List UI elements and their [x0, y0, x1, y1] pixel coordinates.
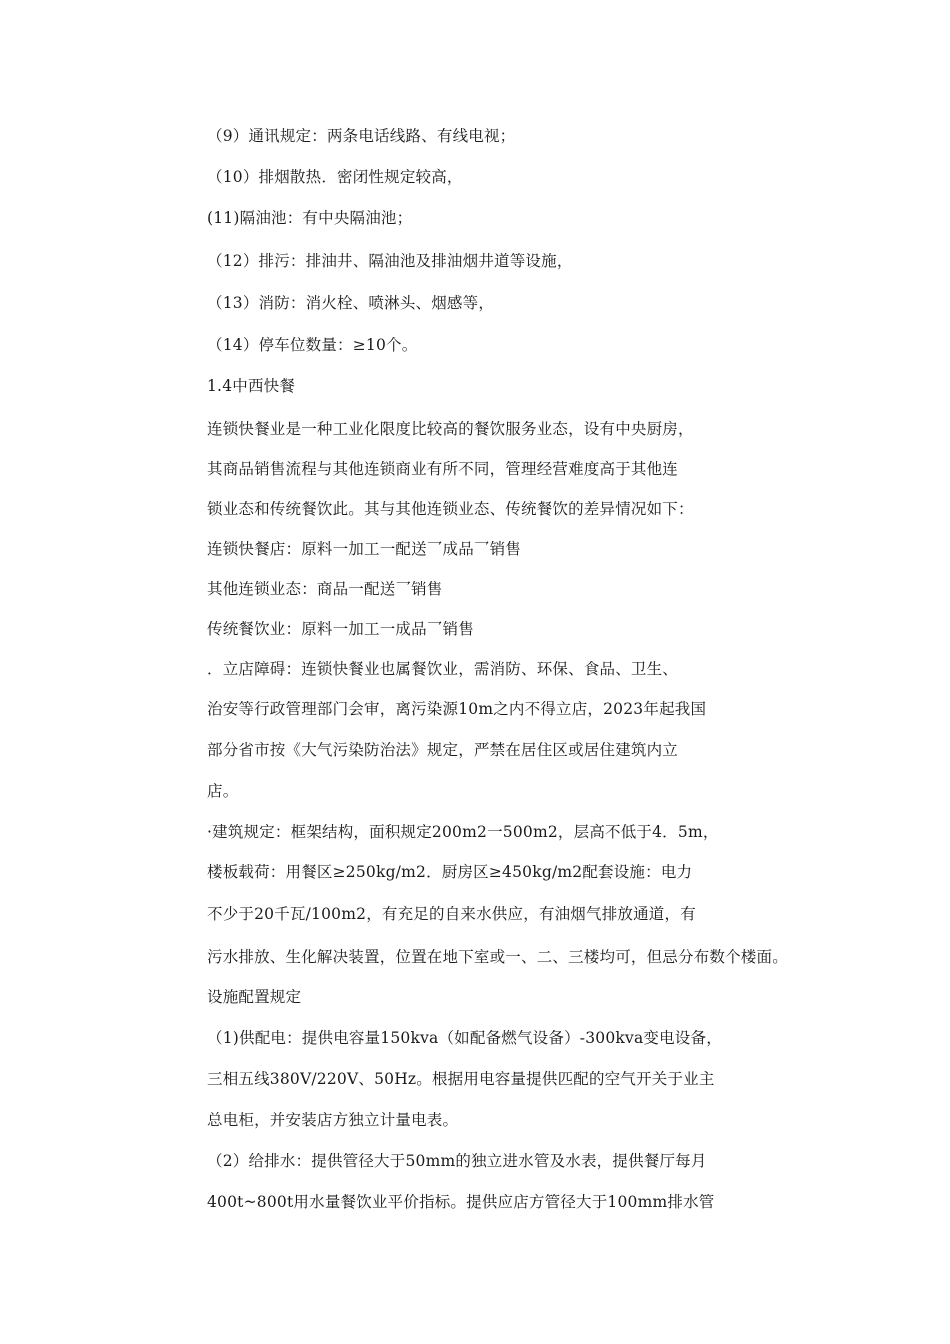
text-line: 店。	[207, 782, 239, 800]
text-line: （13）消防：消火栓、喷淋头、烟感等，	[207, 294, 495, 312]
text-line: （12）排污：排油井、隔油池及排油烟井道等设施，	[207, 252, 573, 270]
text-line: 连锁快餐业是一种工业化限度比较高的餐饮服务业态，设有中央厨房，	[207, 420, 694, 438]
text-line: 传统餐饮业：原料一加工一成品乛销售	[207, 620, 474, 638]
section-heading: 设施配置规定	[207, 988, 302, 1006]
text-line: 400t~800t用水量餐饮业平价指标。提供应店方管径大于100mm排水管	[207, 1193, 715, 1211]
text-line: 其他连锁业态：商品一配送乛销售	[207, 580, 443, 598]
text-line: 其商品销售流程与其他连锁商业有所不同，管理经营难度高于其他连	[207, 460, 679, 478]
text-line: （10）排烟散热．密闭性规定较高，	[207, 168, 463, 186]
text-line: 部分省市按《大气污染防治法》规定，严禁在居住区或居住建筑内立	[207, 741, 679, 759]
text-line: （1)供配电：提供电容量150kva（如配备燃气设备）-300kva变电设备，	[207, 1029, 722, 1047]
text-line: 总电柜，并安装店方独立计量电表。	[207, 1111, 459, 1129]
text-line: (11)隔油池：有中央隔油池；	[207, 209, 413, 227]
text-line: 楼板载荷：用餐区≥250kg/m2．厨房区≥450kg/m2配套设施：电力	[207, 863, 693, 881]
text-line: 三相五线380V/220V、50Hz。根据用电容量提供匹配的空气开关于业主	[207, 1070, 715, 1088]
text-line: ．立店障碍：连锁快餐业也属餐饮业，需消防、环保、食品、卫生、	[207, 660, 679, 678]
text-line: 污水排放、生化解决装置，位置在地下室或一、二、三楼均可，但忌分布数个楼面。	[207, 948, 788, 966]
text-line: 治安等行政管理部门会审，离污染源10m之内不得立店，2023年起我国	[207, 700, 707, 718]
text-line: 不少于20千瓦/100m2，有充足的自来水供应，有油烟气排放通道，有	[207, 905, 696, 923]
text-line: ·建筑规定：框架结构，面积规定200m2一500m2，层高不低于4．5m，	[207, 823, 719, 841]
text-line: （9）通讯规定：两条电话线路、有线电视；	[207, 127, 516, 145]
text-line: （2）给排水：提供管径大于50mm的独立进水管及水表，提供餐厅每月	[207, 1152, 707, 1170]
text-line: 锁业态和传统餐饮此。其与其他连锁业态、传统餐饮的差异情况如下：	[207, 500, 694, 518]
section-heading: 1.4中西快餐	[207, 377, 296, 395]
text-line: （14）停车位数量：≥10个。	[207, 336, 418, 354]
text-line: 连锁快餐店：原料一加工一配送乛成品乛销售	[207, 540, 522, 558]
